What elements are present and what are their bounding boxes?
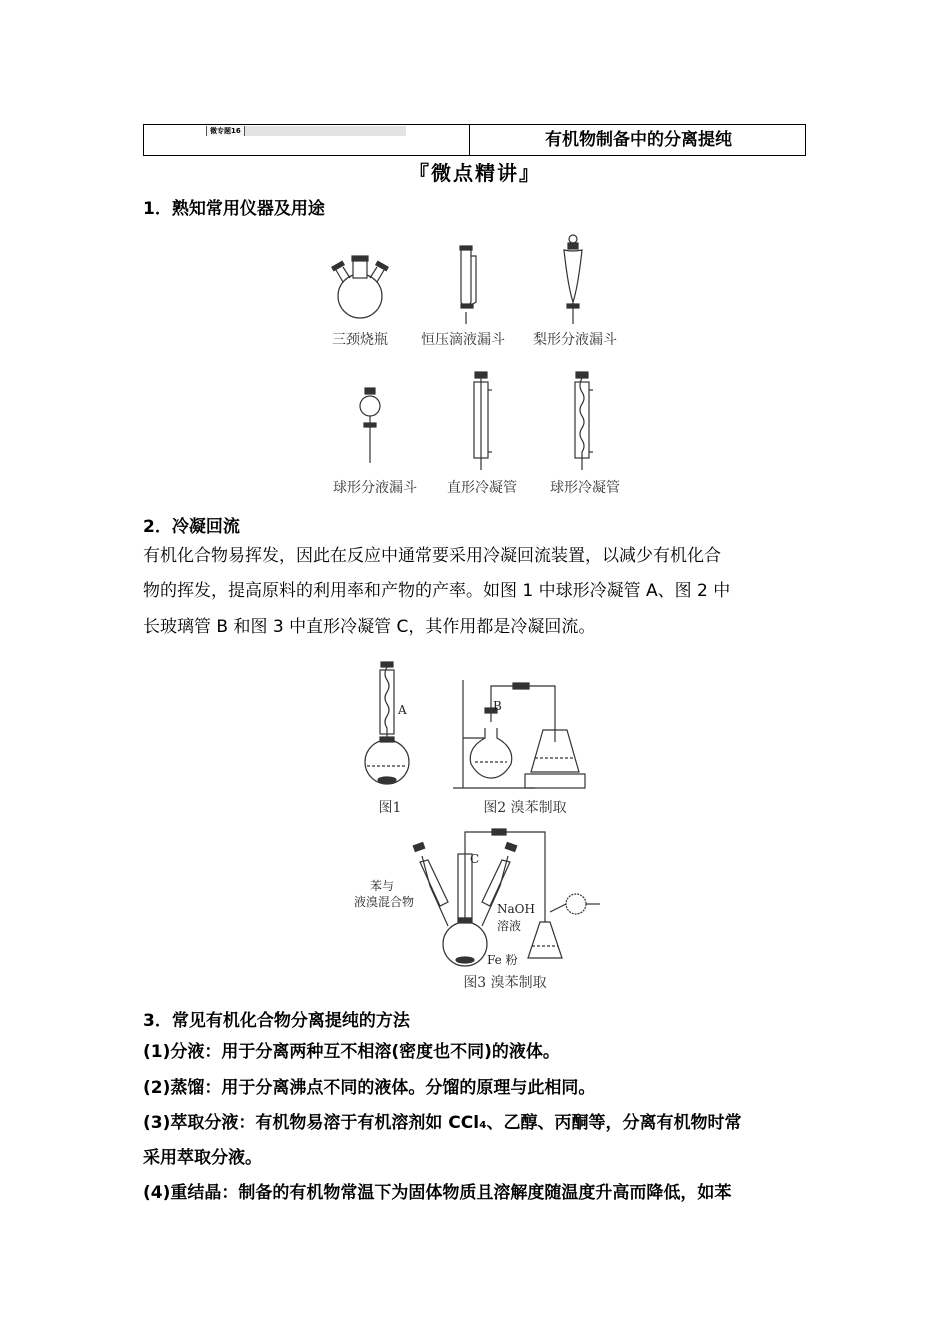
label-a: A (398, 703, 407, 717)
label-fe-powder: Fe 粉 (487, 953, 518, 967)
label-naoh-line1: NaOH (497, 902, 535, 916)
method-item-2: (2)蒸馏：用于分离沸点不同的液体。分馏的原理与此相同。 (143, 1078, 596, 1098)
instruments-row1-figure (320, 232, 640, 328)
topic-tag-label: 微专题16 (206, 126, 245, 136)
paragraph-line: 有机化合物易挥发，因此在反应中通常要采用冷凝回流装置，以减少有机化合 (143, 546, 721, 566)
topic-tag (206, 126, 406, 136)
instruments-row2-figure (320, 368, 640, 476)
method-item-4: (4)重结晶：制备的有机物常温下为固体物质且溶解度随温度升高而降低，如苯 (143, 1183, 732, 1203)
section1-heading: 1．熟知常用仪器及用途 (143, 199, 325, 219)
method-item-1: (1)分液：用于分离两种互不相溶(密度也不同)的液体。 (143, 1042, 560, 1062)
label-naoh-line2: 溶液 (497, 919, 522, 933)
caption-straight-condenser: 直形冷凝管 (447, 480, 517, 496)
caption-spherical-funnel: 球形分液漏斗 (333, 480, 417, 496)
header-table (143, 124, 806, 156)
section3-heading: 3．常见有机化合物分离提纯的方法 (143, 1011, 410, 1031)
label-c: C (470, 852, 480, 866)
figure-2-caption: 图2 溴苯制取 (483, 800, 567, 816)
section2-heading: 2．冷凝回流 (143, 517, 240, 537)
section-banner: 『微点精讲』 (409, 161, 541, 185)
paragraph-line: 长玻璃管 B 和图 3 中直形冷凝管 C，其作用都是冷凝回流。 (143, 617, 596, 637)
label-benzene-line1: 苯与 (369, 879, 394, 893)
method-item-3-cont: 采用萃取分液。 (143, 1148, 262, 1168)
caption-bulb-condenser: 球形冷凝管 (550, 480, 620, 496)
figure-1-2-apparatus (355, 652, 595, 800)
caption-pressure-funnel: 恒压滴液漏斗 (421, 332, 505, 348)
label-b: B (493, 699, 502, 713)
page-title: 有机物制备中的分离提纯 (545, 130, 732, 150)
label-benzene-line2: 液溴混合物 (353, 895, 414, 909)
method-item-3: (3)萃取分液：有机物易溶于有机溶剂如 CCl₄、乙醇、丙酮等，分离有机物时常 (143, 1113, 742, 1133)
figure-1-caption: 图1 (378, 800, 402, 816)
paragraph-line: 物的挥发，提高原料的利用率和产物的产率。如图 1 中球形冷凝管 A、图 2 中 (143, 581, 731, 601)
caption-pear-funnel: 梨形分液漏斗 (533, 332, 617, 348)
figure-3-caption: 图3 溴苯制取 (463, 975, 547, 991)
caption-three-neck-flask: 三颈烧瓶 (332, 332, 388, 348)
